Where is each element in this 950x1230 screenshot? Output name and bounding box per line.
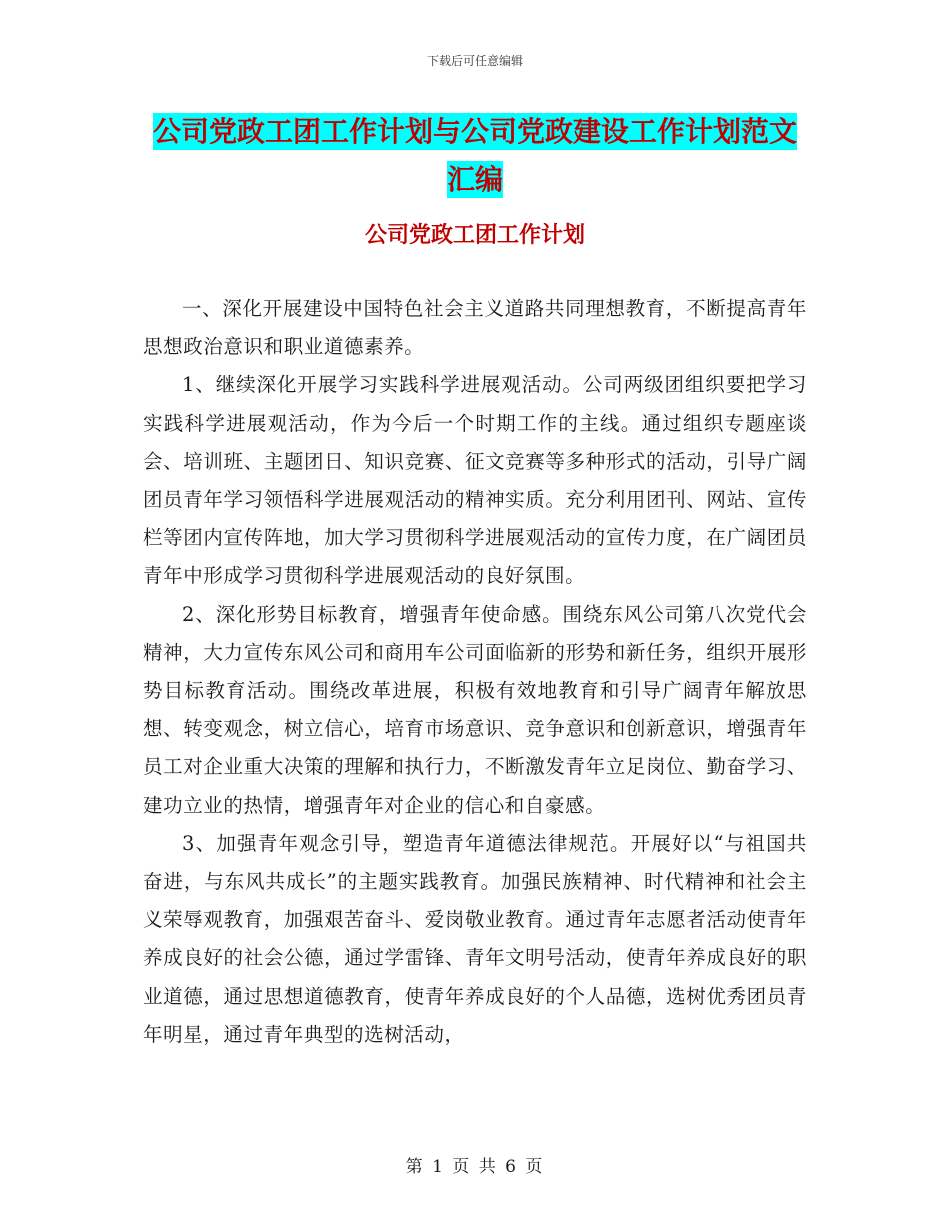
section-title: 公司党政工团工作计划 bbox=[364, 223, 585, 248]
document-title-line-2: 汇编 bbox=[446, 163, 503, 196]
document-title-line-1: 公司党政工团工作计划与公司党政建设工作计划范文 bbox=[152, 115, 797, 148]
paragraph: 2、深化形势目标教育，增强青年使命感。围绕东风公司第八次党代会精神，大力宣传东风公司和商用车公司面临新的形势和新任务，组织开展形势目标教育活动。围绕改革进展，积极有效地教育和引导广阔青年解放思想、转变观念，树立信心，培育市场意识、竞争意识和创新意识，增强青年员工对企业重大决策的理解和执行力，不断激发青年立足岗位、勤奋学习、建功立业的热情，增强青年对企业的信心和自豪感。 bbox=[143, 602, 807, 817]
document-title bbox=[140, 108, 810, 204]
document-body bbox=[143, 290, 807, 1054]
page-number: 第 1 页 共 6 页 bbox=[405, 1157, 545, 1177]
paragraph: 3、加强青年观念引导，塑造青年道德法律规范。开展好以“与祖国共奋进，与东风共成长”的主题实践教育。加强民族精神、时代精神和社会主义荣辱观教育，加强艰苦奋斗、爱岗敬业教育。通过青年志愿者活动使青年养成良好的社会公德，通过学雷锋、青年文明号活动，使青年养成良好的职业道德，通过思想道德教育，使青年养成良好的个人品德，选树优秀团员青年明星，通过青年典型的选树活动， bbox=[143, 831, 807, 1046]
page-header-note: 下载后可任意编辑 bbox=[426, 54, 523, 68]
paragraph: 一、深化开展建设中国特色社会主义道路共同理想教育，不断提高青年思想政治意识和职业道德素养。 bbox=[143, 297, 807, 359]
paragraph: 1、继续深化开展学习实践科学进展观活动。公司两级团组织要把学习实践科学进展观活动，作为今后一个时期工作的主线。通过组织专题座谈会、培训班、主题团日、知识竞赛、征文竞赛等多种形式的活动，引导广阔团员青年学习领悟科学进展观活动的精神实质。充分利用团刊、网站、宣传栏等团内宣传阵地，加大学习贯彻科学进展观活动的宣传力度，在广阔团员青年中形成学习贯彻科学进展观活动的良好氛围。 bbox=[143, 373, 807, 588]
